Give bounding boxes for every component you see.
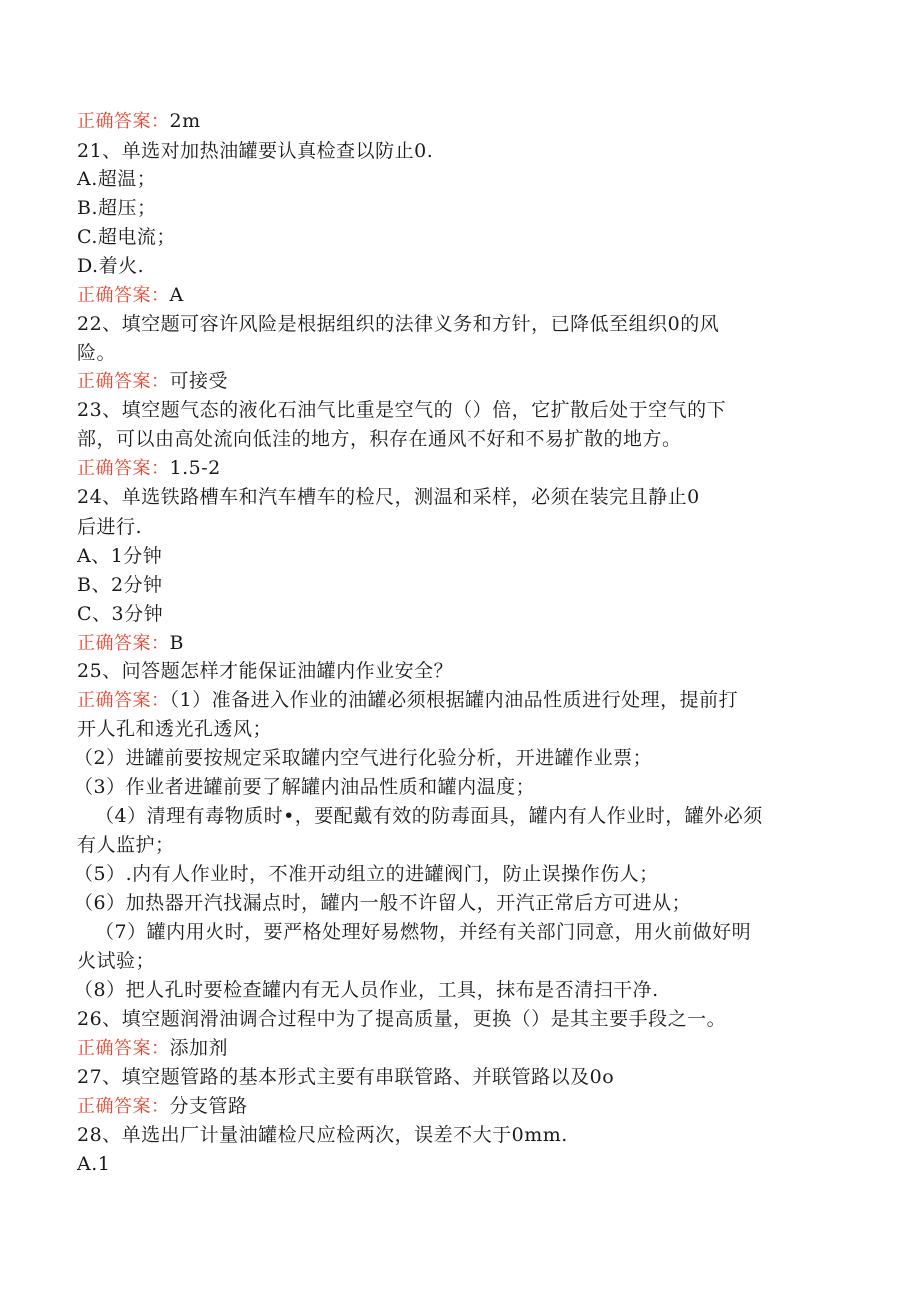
answer-line [77,455,221,482]
text-line: A.1 [77,1153,111,1175]
text-line: （4）清理有毒物质时•，要配戴有效的防毒面具，罐内有人作业时，罐外必须 [95,805,763,827]
answer-line [77,1035,228,1062]
text-line: 火试验； [77,950,156,972]
answer-text: A [169,284,184,306]
text-line: 险。 [77,342,117,364]
text-line: （6）加热器开汽找漏点时，罐内一般不许留人，开汽正常后方可进从； [74,892,692,914]
text-line: 22、填空题可容许风险是根据组织的法律义务和方针，已降低至组织0的风 [77,313,720,335]
answer-line [77,1093,248,1120]
text-line: 有人监护； [77,834,175,856]
text-line: （3）作业者进罐前要了解罐内油品性质和罐内温度； [74,776,536,798]
text-line: 开人孔和透光孔透风； [77,718,273,740]
answer-label: 正确答案： [77,1038,170,1059]
answer-text: B [169,632,184,654]
text-line: A.超温； [77,168,157,190]
text-line: 部，可以由高处流向低洼的地方，积存在通风不好和不易扩散的地方。 [77,428,682,450]
answer-text: 2m [169,110,201,132]
answer-label: 正确答案： [77,371,170,392]
text-line: A、1分钟 [77,545,163,567]
text-line: 28、单选出厂计量油罐检尺应检两次，误差不大于0mm. [77,1124,568,1146]
answer-label: 正确答案： [77,1096,170,1117]
text-line: 后进行. [77,516,143,538]
text-line: D.着火. [77,255,145,277]
text-line: C、3分钟 [77,603,164,625]
answer-text: 1.5-2 [169,457,221,479]
answer-label: 正确答案： [77,285,170,306]
text-line: 21、单选对加热油罐要认真检查以防止0. [77,140,434,162]
text-line: （8）把人孔时要检查罐内有无人员作业，工具，抹布是否清扫干净. [74,979,659,1001]
answer-label: 正确答案： [77,690,170,711]
answer-line [77,687,738,714]
answer-line [77,630,184,657]
text-line: 25、问答题怎样才能保证油罐内作业安全？ [77,660,454,682]
text-line: （5）.内有人作业时，不准开动组立的进罐阀门，防止误操作伤人； [74,863,659,885]
text-line: B.超压； [77,197,157,219]
text-line: 27、填空题管路的基本形式主要有串联管路、并联管路以及0o [77,1066,615,1088]
text-line: 24、单选铁路槽车和汽车槽车的检尺，测温和采样，必须在装完且静止0 [77,486,700,508]
answer-line [77,282,184,309]
answer-label: 正确答案： [77,111,170,132]
answer-line [77,368,228,395]
answer-label: 正确答案： [77,458,170,479]
text-line: C.超电流； [77,226,176,248]
answer-line [77,108,201,135]
answer-text: 可接受 [169,370,229,392]
text-line: 26、填空题润滑油调合过程中为了提高质量，更换（）是其主要手段之一。 [77,1008,727,1030]
text-line: （7）罐内用火时，要严格处理好易燃物，并经有关部门同意，用火前做好明 [95,921,752,943]
answer-label: 正确答案： [77,633,170,654]
answer-text: 添加剂 [169,1037,229,1059]
answer-text: 分支管路 [169,1095,248,1117]
text-line: 23、填空题气态的液化石油气比重是空气的（）倍，它扩散后处于空气的下 [77,399,727,421]
text-line: （2）进罐前要按规定采取罐内空气进行化验分析，开进罐作业票； [74,747,653,769]
answer-text: （1）准备进入作业的油罐必须根据罐内油品性质进行处理，提前打 [169,689,739,711]
text-line: B、2分钟 [77,574,163,596]
